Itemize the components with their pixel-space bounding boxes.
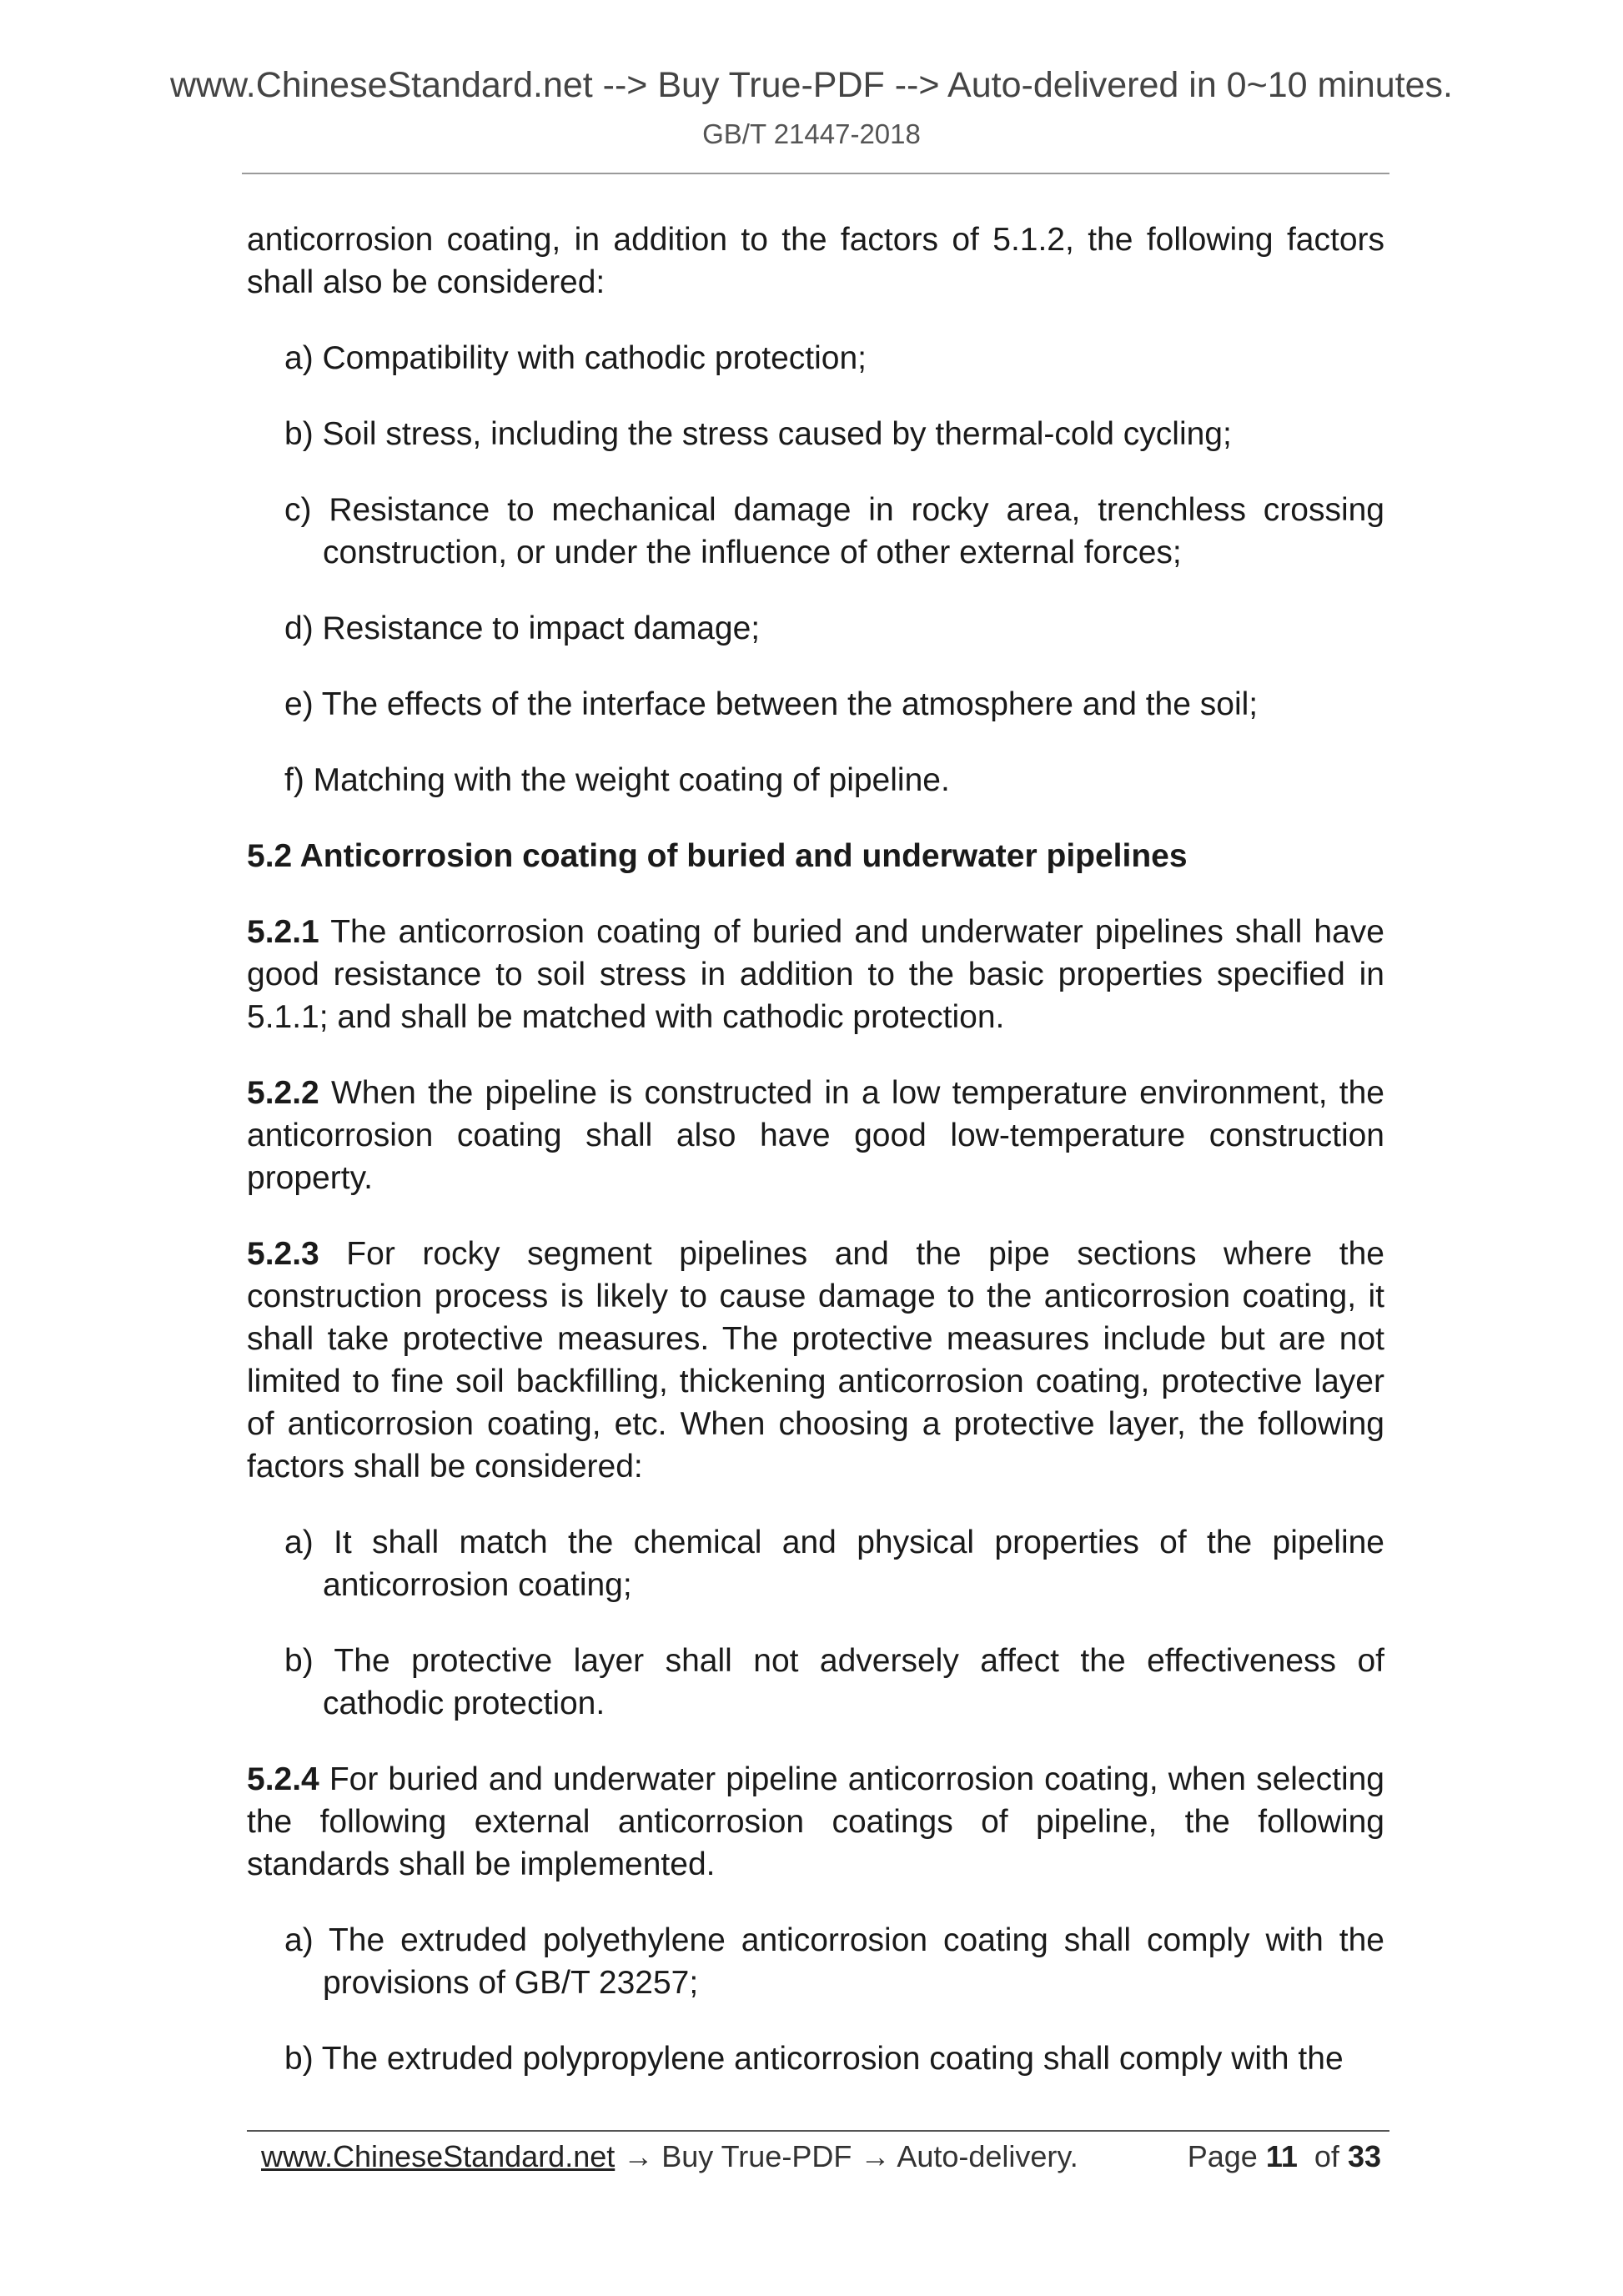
clause-number: 5.2.3 — [247, 1236, 319, 1272]
clause-text: The anticorrosion coating of buried and underwater pipelines shall have good resistance to soil stress in addition to the basic properties specified in 5.1.1; and shall be matched with cathodic protection. — [247, 914, 1384, 1035]
page-total: 33 — [1347, 2139, 1381, 2173]
list-item: e) The effects of the interface between the atmosphere and the soil; — [284, 686, 1259, 722]
footer-site-link[interactable]: www.ChineseStandard.net — [261, 2139, 616, 2173]
list-item: a) Compatibility with cathodic protection; — [284, 340, 867, 376]
page-indicator — [1188, 2137, 1381, 2177]
list-item: a) The extruded polyethylene anticorrosion coating shall comply with the provisions of GB/T 23257; — [284, 1922, 1384, 2001]
list-item: f) Matching with the weight coating of pipeline. — [284, 762, 950, 798]
section-heading: 5.2 Anticorrosion coating of buried and underwater pipelines — [247, 838, 1188, 874]
footer — [261, 2137, 1389, 2177]
clause-text: For rocky segment pipelines and the pipe sections where the construction process is likely to cause damage to the anticorrosion coating, it shall take protective measures. The protective measures include but are not limited to fine soil backfilling, thickening anticorrosion coating, protective layer of anticorrosion coating, etc. When choosing a protective layer, the following factors shall be considered: — [247, 1236, 1384, 1485]
list-item: b) Soil stress, including the stress caused by thermal-cold cycling; — [284, 416, 1232, 452]
list-item: a) It shall match the chemical and physical properties of the pipeline anticorrosion coating; — [284, 1525, 1384, 1603]
intro-paragraph: anticorrosion coating, in addition to the factors of 5.1.2, the following factors shall also be considered: — [247, 222, 1384, 300]
header-divider — [242, 173, 1389, 174]
clause-5-2-4 — [247, 1758, 1384, 1886]
footer-divider — [247, 2130, 1389, 2132]
clause-number: 5.2.2 — [247, 1075, 319, 1111]
clause-text: When the pipeline is constructed in a low temperature environment, the anticorrosion coating shall also have good low-temperature construction property. — [247, 1075, 1384, 1196]
clause-text: For buried and underwater pipeline anticorrosion coating, when selecting the following external anticorrosion coatings of pipeline, the following standards shall be implemented. — [247, 1761, 1384, 1882]
standard-code: GB/T 21447-2018 — [702, 118, 921, 149]
clause-5-2-2 — [247, 1072, 1384, 1199]
header-banner: www.ChineseStandard.net --> Buy True-PDF --> Auto-delivered in 0~10 minutes. — [169, 65, 1453, 105]
list-item: b) The protective layer shall not adversely affect the effectiveness of cathodic protection. — [284, 1643, 1384, 1721]
list-item: c) Resistance to mechanical damage in rocky area, trenchless crossing construction, or under the influence of other external forces; — [284, 492, 1384, 570]
clause-number: 5.2.4 — [247, 1761, 319, 1797]
list-item: b) The extruded polypropylene anticorrosion coating shall comply with the — [284, 2041, 1344, 2077]
clause-5-2-1 — [247, 911, 1384, 1038]
clause-number: 5.2.1 — [247, 914, 319, 950]
page-number: 11 — [1265, 2139, 1298, 2173]
of-label: of — [1314, 2139, 1339, 2173]
clause-5-2-3 — [247, 1233, 1384, 1488]
document-body — [247, 219, 1384, 2113]
footer-tagline: → Buy True-PDF → Auto-delivery. — [615, 2139, 1078, 2173]
list-item: d) Resistance to impact damage; — [284, 610, 761, 646]
page-label: Page — [1187, 2139, 1258, 2173]
